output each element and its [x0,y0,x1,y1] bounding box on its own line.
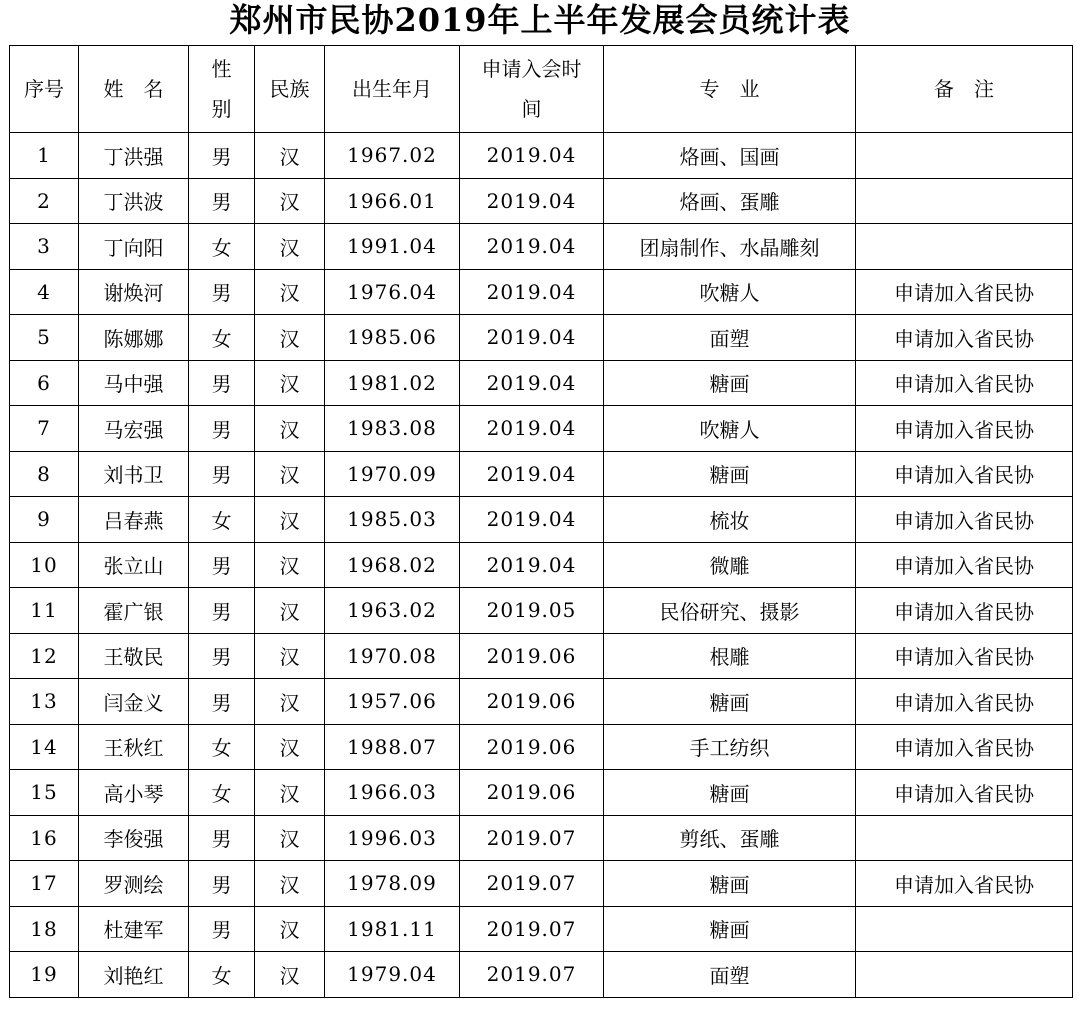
table-row [10,360,1073,406]
cell-note [856,178,1073,224]
cell-seq: 10 [10,542,79,588]
cell-specialty: 吹糖人 [604,406,856,452]
cell-seq: 19 [10,952,79,998]
cell-ethnicity: 汉 [255,315,325,361]
cell-ethnicity: 汉 [255,724,325,770]
cell-birth: 1957.06 [325,679,460,725]
table-row [10,633,1073,679]
cell-apply-date: 2019.06 [460,724,604,770]
cell-apply-date: 2019.04 [460,497,604,543]
cell-note: 申请加入省民协 [856,588,1073,634]
cell-seq: 14 [10,724,79,770]
cell-ethnicity: 汉 [255,588,325,634]
cell-seq: 16 [10,815,79,861]
cell-name: 马宏强 [79,406,189,452]
cell-birth: 1968.02 [325,542,460,588]
cell-birth: 1981.02 [325,360,460,406]
cell-note [856,906,1073,952]
cell-specialty: 糖画 [604,861,856,907]
cell-note: 申请加入省民协 [856,406,1073,452]
cell-birth: 1985.03 [325,497,460,543]
table-row [10,952,1073,998]
cell-name: 张立山 [79,542,189,588]
cell-apply-date: 2019.04 [460,178,604,224]
header-apply-date [460,46,604,133]
cell-note: 申请加入省民协 [856,770,1073,816]
cell-apply-date: 2019.04 [460,133,604,179]
cell-sex: 男 [189,133,255,179]
cell-sex: 女 [189,315,255,361]
cell-name: 杜建军 [79,906,189,952]
cell-ethnicity: 汉 [255,406,325,452]
cell-note: 申请加入省民协 [856,315,1073,361]
cell-seq: 15 [10,770,79,816]
cell-apply-date: 2019.04 [460,269,604,315]
header-birth: 出生年月 [325,46,460,133]
cell-birth: 1970.08 [325,633,460,679]
cell-birth: 1988.07 [325,724,460,770]
header-sex-line2: 别 [211,97,232,121]
cell-sex: 男 [189,360,255,406]
cell-specialty: 糖画 [604,906,856,952]
cell-birth: 1976.04 [325,269,460,315]
cell-seq: 2 [10,178,79,224]
cell-birth: 1966.03 [325,770,460,816]
cell-specialty: 烙画、蛋雕 [604,178,856,224]
cell-birth: 1970.09 [325,451,460,497]
cell-seq: 17 [10,861,79,907]
cell-note: 申请加入省民协 [856,451,1073,497]
cell-name: 李俊强 [79,815,189,861]
cell-ethnicity: 汉 [255,224,325,270]
cell-note [856,815,1073,861]
cell-ethnicity: 汉 [255,906,325,952]
cell-birth: 1985.06 [325,315,460,361]
table-row [10,906,1073,952]
cell-sex: 女 [189,224,255,270]
cell-ethnicity: 汉 [255,679,325,725]
cell-birth: 1981.11 [325,906,460,952]
cell-name: 罗测绘 [79,861,189,907]
cell-note: 申请加入省民协 [856,679,1073,725]
cell-apply-date: 2019.06 [460,679,604,725]
cell-ethnicity: 汉 [255,633,325,679]
table-row [10,542,1073,588]
cell-note: 申请加入省民协 [856,633,1073,679]
cell-specialty: 微雕 [604,542,856,588]
table-row [10,724,1073,770]
header-apply-line2: 间 [521,97,542,121]
cell-birth: 1963.02 [325,588,460,634]
cell-ethnicity: 汉 [255,451,325,497]
cell-name: 谢焕河 [79,269,189,315]
table-row [10,315,1073,361]
cell-specialty: 团扇制作、水晶雕刻 [604,224,856,270]
table-row [10,588,1073,634]
table-row [10,406,1073,452]
cell-birth: 1979.04 [325,952,460,998]
table-row [10,451,1073,497]
cell-specialty: 糖画 [604,360,856,406]
cell-note: 申请加入省民协 [856,724,1073,770]
cell-apply-date: 2019.07 [460,952,604,998]
header-sex-line1: 性 [211,57,232,81]
cell-sex: 男 [189,679,255,725]
cell-ethnicity: 汉 [255,497,325,543]
cell-note [856,224,1073,270]
cell-seq: 7 [10,406,79,452]
cell-ethnicity: 汉 [255,178,325,224]
cell-name: 马中强 [79,360,189,406]
cell-apply-date: 2019.07 [460,815,604,861]
cell-sex: 男 [189,815,255,861]
cell-sex: 女 [189,770,255,816]
header-specialty: 专 业 [604,46,856,133]
header-note: 备 注 [856,46,1073,133]
cell-seq: 9 [10,497,79,543]
header-apply-line1: 申请入会时 [481,57,582,81]
cell-ethnicity: 汉 [255,542,325,588]
cell-birth: 1983.08 [325,406,460,452]
header-ethnicity: 民族 [255,46,325,133]
cell-name: 吕春燕 [79,497,189,543]
table-header-row [10,46,1073,133]
cell-seq: 12 [10,633,79,679]
cell-ethnicity: 汉 [255,360,325,406]
cell-note: 申请加入省民协 [856,269,1073,315]
table-row [10,815,1073,861]
cell-ethnicity: 汉 [255,269,325,315]
cell-name: 丁洪强 [79,133,189,179]
table-row [10,133,1073,179]
cell-note: 申请加入省民协 [856,497,1073,543]
cell-apply-date: 2019.05 [460,588,604,634]
cell-birth: 1966.01 [325,178,460,224]
header-name: 姓 名 [79,46,189,133]
cell-birth: 1978.09 [325,861,460,907]
cell-sex: 女 [189,952,255,998]
cell-seq: 1 [10,133,79,179]
table-row [10,269,1073,315]
cell-sex: 女 [189,724,255,770]
header-sex [189,46,255,133]
cell-birth: 1991.04 [325,224,460,270]
cell-apply-date: 2019.06 [460,633,604,679]
cell-seq: 3 [10,224,79,270]
table-row [10,770,1073,816]
cell-apply-date: 2019.04 [460,315,604,361]
cell-specialty: 手工纺织 [604,724,856,770]
cell-name: 闫金义 [79,679,189,725]
cell-sex: 女 [189,497,255,543]
cell-sex: 男 [189,451,255,497]
cell-specialty: 糖画 [604,679,856,725]
cell-seq: 13 [10,679,79,725]
cell-sex: 男 [189,269,255,315]
cell-specialty: 梳妆 [604,497,856,543]
table-row [10,224,1073,270]
cell-apply-date: 2019.04 [460,542,604,588]
cell-birth: 1967.02 [325,133,460,179]
cell-specialty: 面塑 [604,952,856,998]
cell-seq: 8 [10,451,79,497]
cell-sex: 男 [189,542,255,588]
cell-ethnicity: 汉 [255,133,325,179]
header-seq: 序号 [10,46,79,133]
cell-name: 霍广银 [79,588,189,634]
cell-name: 陈娜娜 [79,315,189,361]
cell-name: 王敬民 [79,633,189,679]
cell-name: 丁向阳 [79,224,189,270]
cell-seq: 18 [10,906,79,952]
cell-apply-date: 2019.06 [460,770,604,816]
cell-sex: 男 [189,588,255,634]
table-row [10,861,1073,907]
cell-note: 申请加入省民协 [856,542,1073,588]
cell-specialty: 吹糖人 [604,269,856,315]
cell-name: 刘书卫 [79,451,189,497]
cell-ethnicity: 汉 [255,815,325,861]
cell-note: 申请加入省民协 [856,360,1073,406]
cell-specialty: 面塑 [604,315,856,361]
cell-name: 高小琴 [79,770,189,816]
cell-specialty: 烙画、国画 [604,133,856,179]
member-table [9,45,1073,998]
page-title: 郑州市民协2019年上半年发展会员统计表 [229,1,851,39]
cell-ethnicity: 汉 [255,952,325,998]
cell-sex: 男 [189,406,255,452]
cell-specialty: 根雕 [604,633,856,679]
cell-specialty: 糖画 [604,451,856,497]
cell-specialty: 糖画 [604,770,856,816]
cell-name: 刘艳红 [79,952,189,998]
cell-name: 王秋红 [79,724,189,770]
cell-ethnicity: 汉 [255,770,325,816]
cell-sex: 男 [189,178,255,224]
cell-ethnicity: 汉 [255,861,325,907]
cell-seq: 6 [10,360,79,406]
cell-specialty: 剪纸、蛋雕 [604,815,856,861]
cell-name: 丁洪波 [79,178,189,224]
cell-specialty: 民俗研究、摄影 [604,588,856,634]
table-row [10,497,1073,543]
cell-seq: 11 [10,588,79,634]
cell-sex: 男 [189,906,255,952]
cell-birth: 1996.03 [325,815,460,861]
cell-note [856,952,1073,998]
cell-apply-date: 2019.07 [460,906,604,952]
table-row [10,679,1073,725]
cell-apply-date: 2019.07 [460,861,604,907]
cell-sex: 男 [189,861,255,907]
cell-apply-date: 2019.04 [460,360,604,406]
cell-note [856,133,1073,179]
cell-seq: 4 [10,269,79,315]
cell-sex: 男 [189,633,255,679]
cell-note: 申请加入省民协 [856,861,1073,907]
cell-apply-date: 2019.04 [460,451,604,497]
cell-seq: 5 [10,315,79,361]
table-row [10,178,1073,224]
cell-apply-date: 2019.04 [460,406,604,452]
cell-apply-date: 2019.04 [460,224,604,270]
